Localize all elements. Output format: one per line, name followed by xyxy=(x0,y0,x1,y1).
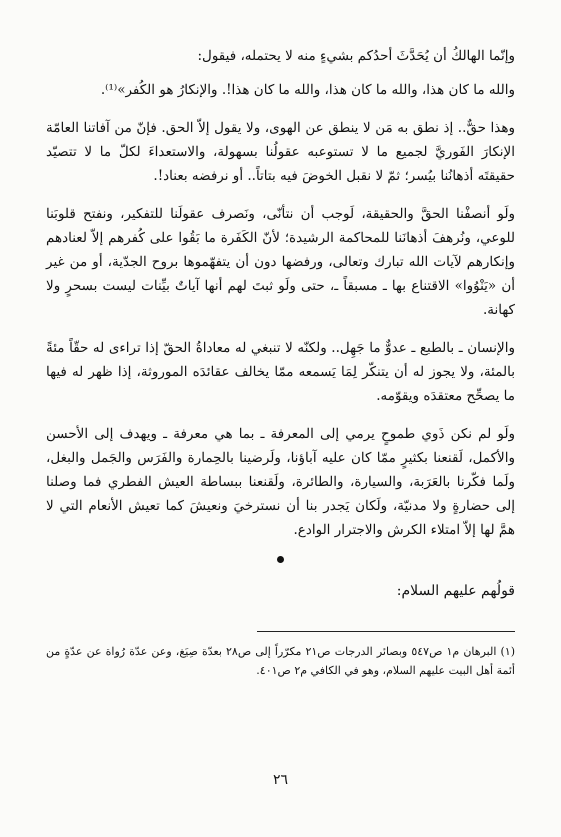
footnote: (١) البرهان م١ ص٥٤٧ وبصائر الدرجات ص٢١ مكرّراً إلى ص٢٨ بعدّة صِيَغ، وعن عدّة رُواة عن عدّةٍ من أئمة أهل البيت عليهم السلام، وهو في الكافي م٢ ص٤٠١. xyxy=(46,645,516,677)
section-divider-dot xyxy=(277,556,284,563)
paragraph-ambition: ولَو لم نكن ذَوي طموحٍ يرمي إلى المعرفة ـ بما هي معرفة ـ ويهدف إلى الأحسن والأكمل، لَقنعنا بكثيرٍ ممّا كان عليه آباؤنا، ولَرضينا بالحِمارة والفَرَس والجَمل والبغل، ولَما فكّرنا بالعَرَبة، والسيارة، والطائرة، ولَقنعنا ببساطة العيش الفطري فما وصلنا إلى حضارةٍ ولا مدنيّة، ولَكان يَجدر بنا أن نسترخيَ ونعيشَ كما تعيش الأنعام التي لا همَّ لها إلاّ امتلاء الكرش والاجترار الوادع. xyxy=(46,426,515,538)
paragraph-truth: وهذا حقٌّ.. إذ نطق به مَن لا ينطق عن الهوى، ولا يقول إلاّ الحق. فإنّ من آفاتنا العامّة الإنكارَ الفَوريَّ لجميع ما لا تستوعبه عقولُنا بسهولة، والاستعداءَ لكلّ ما لا تتصيّد حقيقتَه أذهانُنا بيُسر؛ ثمّ لا نقبل الخوضَ فيه بتاتاً.. أو نرفضه بعناد!. xyxy=(46,120,515,184)
section-heading: قولُهم عليهم السلام: xyxy=(396,583,515,599)
paragraph-human-nature: والإنسان ـ بالطبع ـ عدوٌّ ما جَهِل.. ولكنّه لا تنبغي له معاداةُ الحقّ إذا تراءى له حقّاً مئةً بالمئة، ولا يجوز له أن يتنكّر لِمَا يَسمعه ممّا يخالف عقائدَه الموروثة، إذا ظهر له فيها ما يصحِّح معتقدَه ويقوّمه. xyxy=(46,340,515,404)
page-number: ٢٦ xyxy=(272,772,289,788)
paragraph-hadith-start: وإنّما الهالكُ أن يُحَدَّثَ أحدُكم بشيءٍ منه لا يحتمله، فيقول: xyxy=(197,48,515,64)
paragraph-fairness: ولَو أنصفْنا الحقَّ والحقيقة، لَوجب أن نتأنّى، ونَصرف عقولَنا للتفكير، ونفتح قلوبَنا للوعي، ونُرهفَ أذهانَنا للمحاكمة الرشيدة؛ لأنّ الكَفَرة ما بَقُوا على كُفرهم إلاّ لعنادهم وإنكارهم لآيات الله تبارك وتعالى، ورفضها دون أن يتفهّموها بروح الجدّية، أو من غير أن «يَنْوُوا» الاقتناع بها ـ مسبقاً ـ، حتى ولَو ثبتَ لهم أنها آياتٌ بيِّنات ليست بسحرٍ ولا كهانة. xyxy=(46,206,515,318)
footnote-separator xyxy=(257,631,515,632)
paragraph-hadith-end: والله ما كان هذا، والله ما كان هذا، والله ما كان هذا!. والإنكارُ هو الكُفر»⁽¹⁾. xyxy=(100,82,515,98)
